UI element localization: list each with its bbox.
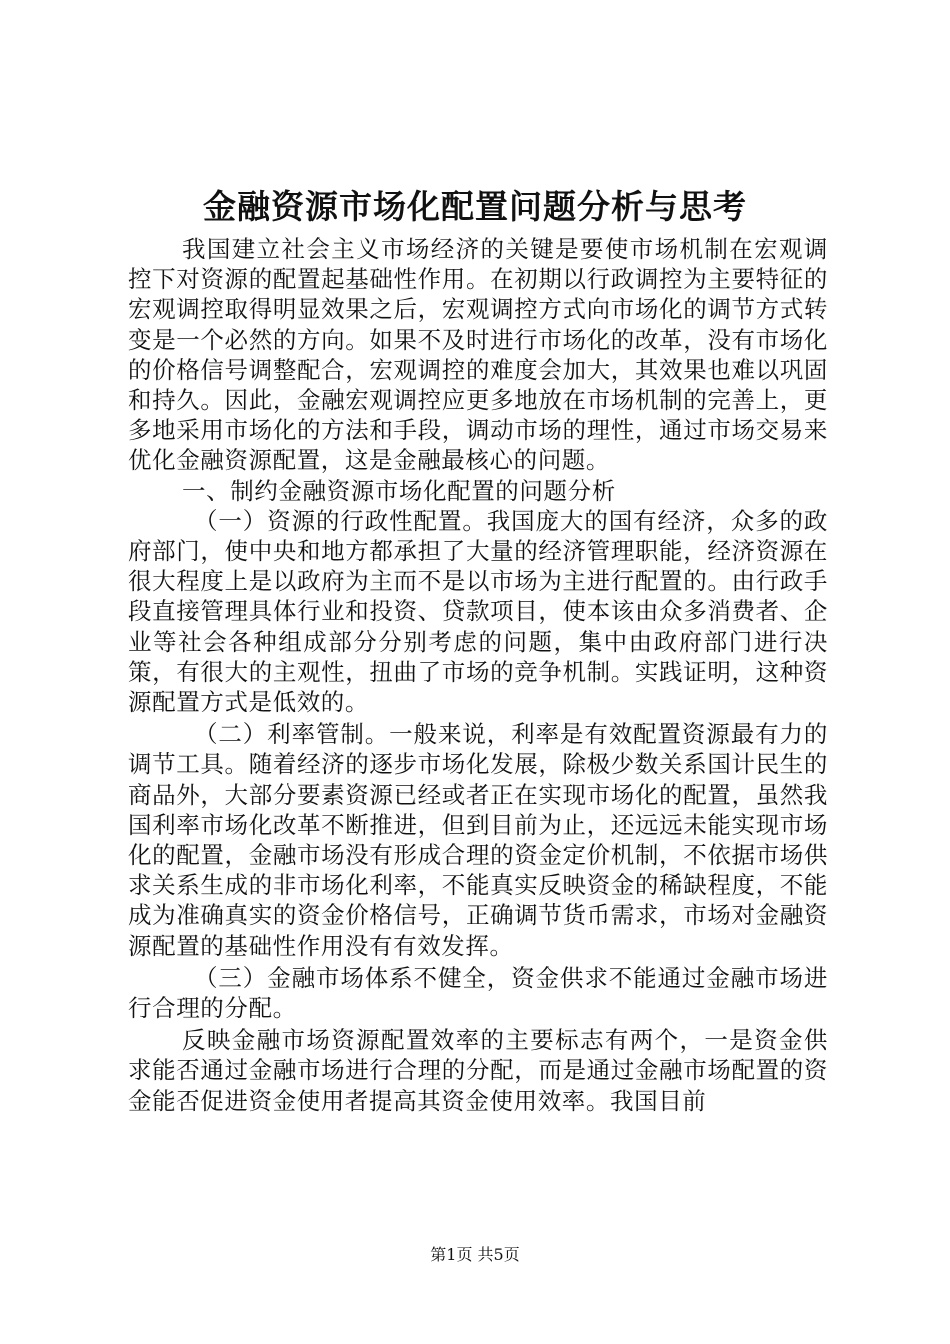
section-heading: 一、制约金融资源市场化配置的问题分析 <box>182 476 616 505</box>
paragraph-intro: 我国建立社会主义市场经济的关键是要使市场机制在宏观调控下对资源的配置起基础性作用。在初期以行政调控为主要特征的宏观调控取得明显效果之后，宏观调控方式向市场化的调节方式转变是一个必然的方向。如果不及时进行市场化的改革，没有市场化的价格信号调整配合，宏观调控的难度会加大，其效果也难以巩固和持久。因此，金融宏观调控应更多地放在市场机制的完善上，更多地采用市场化的方法和手段，调动市场的理性，通过市场交易来优化金融资源配置，这是金融最核心的问题。 <box>128 235 828 475</box>
paragraph-efficiency: 反映金融市场资源配置效率的主要标志有两个，一是资金供求能否通过金融市场进行合理的分配，而是通过金融市场配置的资金能否促进资金使用者提高其资金使用效率。我国目前 <box>128 1026 828 1115</box>
document-title: 金融资源市场化配置问题分析与思考 <box>203 187 747 226</box>
paragraph-point-two: （二）利率管制。一般来说，利率是有效配置资源最有力的调节工具。随着经济的逐步市场化发展，除极少数关系国计民生的商品外，大部分要素资源已经或者正在实现市场化的配置，虽然我国利率市场化改革不断推进，但到目前为止，还远远未能实现市场化的配置，金融市场没有形成合理的资金定价机制，不依据市场供求关系生成的非市场化利率，不能真实反映资金的稀缺程度，不能成为准确真实的资金价格信号，正确调节货币需求，市场对金融资源配置的基础性作用没有有效发挥。 <box>128 720 828 960</box>
paragraph-point-one: （一）资源的行政性配置。我国庞大的国有经济，众多的政府部门，使中央和地方都承担了大量的经济管理职能，经济资源在很大程度上是以政府为主而不是以市场为主进行配置的。由行政手段直接管理具体行业和投资、贷款项目，使本该由众多消费者、企业等社会各种组成部分分别考虑的问题，集中由政府部门进行决策，有很大的主观性，扭曲了市场的竞争机制。实践证明，这种资源配置方式是低效的。 <box>128 506 828 717</box>
document-body <box>128 234 828 1116</box>
paragraph-point-three: （三）金融市场体系不健全，资金供求不能通过金融市场进行合理的分配。 <box>128 963 828 1023</box>
page-number: 第1页 共5页 <box>430 1245 520 1264</box>
